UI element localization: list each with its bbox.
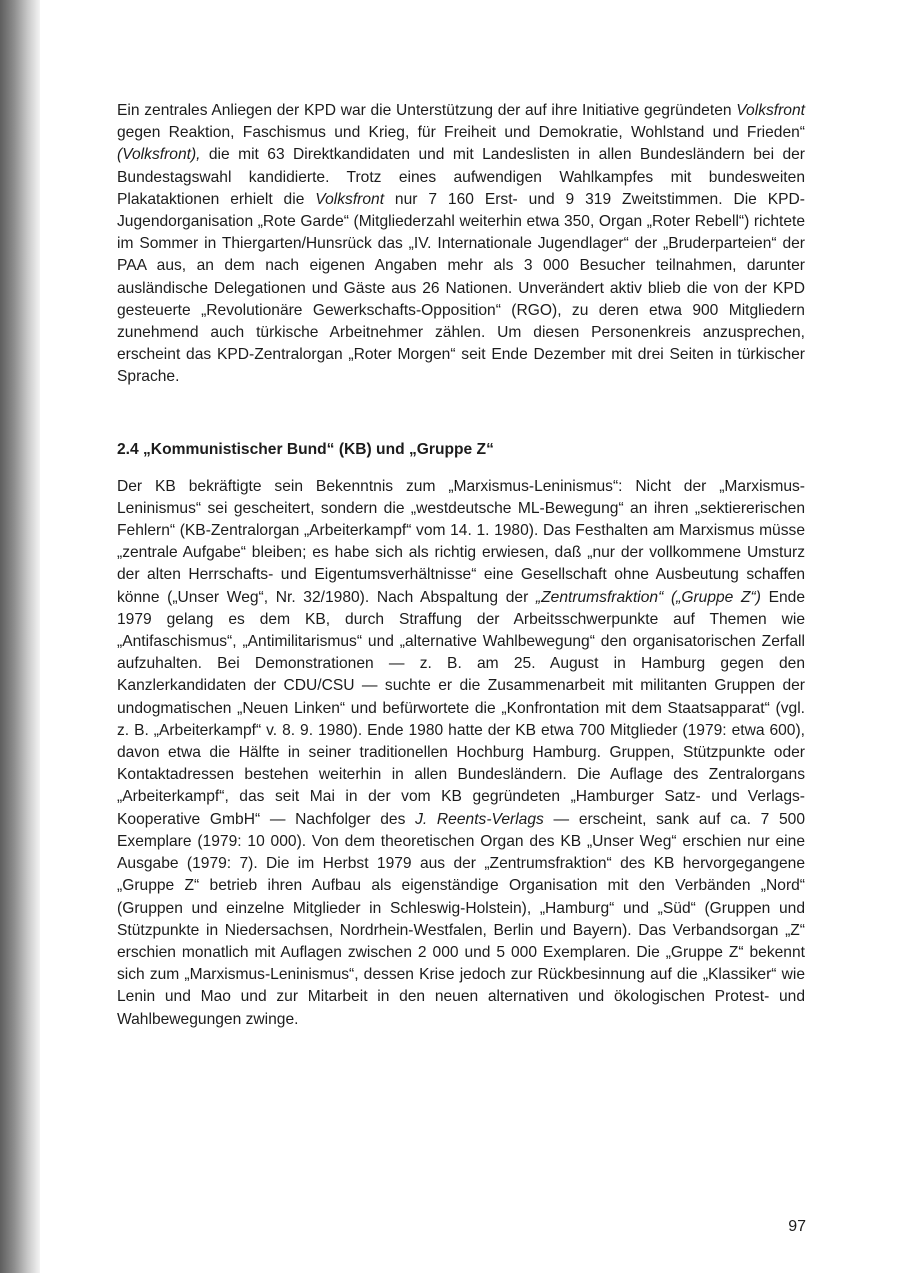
text-run: Ende 1979 gelang es dem KB, durch Straffung der Arbeitsschwerpunkte auf Themen wie „Antifaschismus“, „Antimilitarismus“ und „alternative Wahlbewegung“ den organisatorischen Zerfall aufzuhalten. Bei Demonstrationen — z. B. am 25. August in Hamburg gegen den Kanzlerkandidaten der CDU/CSU — suchte er die Zusammenarbeit mit militanten Gruppen der undogmatischen „Neuen Linken“ und befürwortete die „Konfrontation mit dem Staatsapparat“ (vgl. z. B. „Arbeiterkampf“ v. 8. 9. 1980). Ende 1980 hatte der KB etwa 700 Mitglieder (1979: etwa 600), davon etwa die Hälfte in seiner traditionellen Hochburg Hamburg. Gruppen, Stützpunkte oder Kontaktadressen bestehen weiterhin in allen Bundesländern. Die Auflage des Zentralorgans „Arbeiterkampf“, das seit Mai in der vom KB gegründeten „Hamburger Satz- und Verlags-Kooperative GmbH“ — Nachfolger des <box>117 588 805 828</box>
page-number: 97 <box>788 1218 806 1235</box>
italic-term: Volksfront <box>736 102 805 119</box>
text-run: — erscheint, sank auf ca. 7 500 Exemplare (1979: 10 000). Von dem theoretischen Organ des KB „Unser Weg“ erschien nur eine Ausgabe (1979: 7). Die im Herbst 1979 aus der „Zentrumsfraktion“ des KB hervorgegangene „Gruppe Z“ betrieb ihren Aufbau als eigenständige Organisation mit den Verbänden „Nord“ (Gruppen und einzelne Mitglieder in Schleswig-Holstein), „Hamburg“ und „Süd“ (Gruppen und Stützpunkte in Niedersachsen, Nordrhein-Westfalen, Berlin und Bayern). Das Verbandsorgan „Z“ erschien monatlich mit Auflagen zwischen 2 000 und 5 000 Exemplaren. Die „Gruppe Z“ bekennt sich zum „Marxismus-Leninismus“, dessen Krise jedoch zur Rückbesinnung auf die „Klassiker“ wie Lenin und Mao und zur Mitarbeit in den neuen alternativen und ökologischen Protest- und Wahlbewegungen zwinge. <box>117 810 806 1028</box>
italic-term: „Zentrumsfraktion“ („Gruppe Z“) <box>535 588 761 606</box>
italic-term: Volksfront <box>315 190 385 208</box>
text-run: die mit 63 Direktkandidaten und mit Landeslisten in allen Bundesländern bei der Bundestagswahl kandidierte. Trotz eines aufwendigen Wahlkampfes mit bundesweiten Plakataktionen erhielt die <box>117 146 805 208</box>
italic-term: (Volksfront), <box>117 146 201 164</box>
text-run: nur 7 160 Erst- und 9 319 Zweitstimmen. Die KPD-Jugendorganisation „Rote Garde“ (Mitgliederzahl weiterhin etwa 350, Organ „Roter Rebell“) richtete im Sommer in Thiergarten/Hunsrück das „IV. Internationale Jugendlager“ der „Bruderparteien“ der PAA aus, an dem nach eigenen Angaben mehr als 3 000 Besucher teilnahmen, darunter ausländische Delegationen und Gäste aus 26 Nationen. Unverändert aktiv blieb die von der KPD gesteuerte „Revolutionäre Gewerkschafts-Opposition“ (RGO), zu deren etwa 900 Mitgliedern zunehmend auch türkische Arbeitnehmer zählen. Um diesen Personenkreis anzusprechen, erscheint das KPD-Zentralorgan „Roter Morgen“ seit Ende Dezember mit drei Seiten in türkischer Sprache. <box>117 190 805 386</box>
section-heading: 2.4 „Kommunistischer Bund“ (KB) und „Gruppe Z“ <box>117 440 494 458</box>
book-binding-shadow <box>0 0 40 1273</box>
text-run: Ein zentrales Anliegen der KPD war die Unterstützung der auf ihre Initiative gegründeten <box>117 102 737 119</box>
paragraph-kpd <box>117 100 805 389</box>
text-run: Der KB bekräftigte sein Bekenntnis zum „Marxismus-Leninismus“: Nicht der „Marxismus-Leninismus“ sei gescheitert, sondern die „westdeutsche ML-Bewegung“ an ihren „sektiererischen Fehlern“ (KB-Zentralorgan „Arbeiterkampf“ vom 14. 1. 1980). Das Festhalten am Marxismus müsse „zentrale Aufgabe“ bleiben; es habe sich als richtig erwiesen, daß „nur der vollkommene Umsturz der alten Herrschafts- und Eigentumsverhältnisse“ eine Gesellschaft ohne Ausbeutung schaffen könne („Unser Weg“, Nr. 32/1980). Nach Abspaltung der <box>117 477 805 606</box>
text-run: gegen Reaktion, Faschismus und Krieg, für Freiheit und Demokratie, Wohlstand und Frieden“ <box>117 124 805 142</box>
paragraph-kb <box>117 476 805 1031</box>
italic-term: J. Reents-Verlags <box>415 810 544 828</box>
page-body <box>117 100 805 1031</box>
